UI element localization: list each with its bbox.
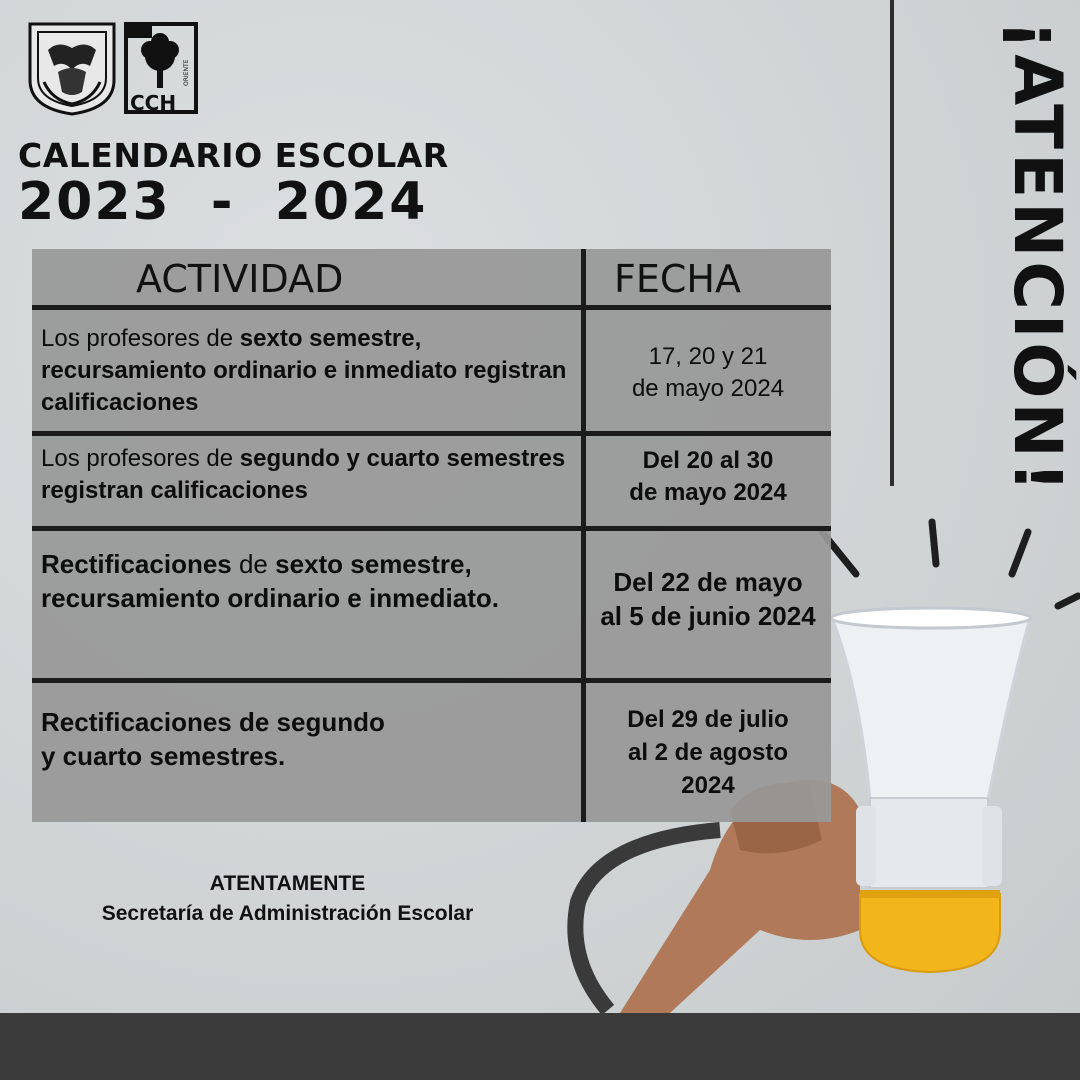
table-row-4-date: Del 29 de julio al 2 de agosto 2024 <box>627 706 789 799</box>
table-row-3-date: Del 22 de mayo al 5 de junio 2024 <box>600 567 816 631</box>
title-line2: 2023 - 2024 <box>18 172 428 232</box>
unam-shield-logo <box>30 24 114 114</box>
row-rule <box>32 678 831 683</box>
table-row-3-activity: Rectificaciones de sexto semestre, recursamiento ordinario e inmediato. <box>41 549 499 613</box>
table-row-2-date: Del 20 al 30 de mayo 2024 <box>629 447 787 506</box>
table-row-4-activity: Rectificaciones de segundo y cuarto semestres. <box>41 707 385 771</box>
calendar-table <box>32 249 831 822</box>
sound-lines-icon <box>822 522 1078 606</box>
megaphone-cone <box>832 612 1030 800</box>
header-rule <box>32 305 831 310</box>
table-row-2-activity: Los profesores de segundo y cuarto semestres registran calificaciones <box>41 445 566 504</box>
megaphone-base <box>860 894 1000 972</box>
column-header-activity: ACTIVIDAD <box>136 257 344 301</box>
vertical-divider <box>890 0 894 486</box>
cch-oriente-logo <box>126 24 196 115</box>
column-rule <box>581 249 586 822</box>
row-rule <box>32 431 831 436</box>
row-rule <box>32 526 831 531</box>
closing-text: ATENTAMENTE <box>209 872 366 895</box>
table-row-1-activity: Los profesores de sexto semestre, recursamiento ordinario e inmediato registran calificaciones <box>41 325 567 416</box>
department-text: Secretaría de Administración Escolar <box>101 902 474 925</box>
atencion-banner: ¡ATENCIÓN! <box>999 20 1076 496</box>
svg-text:ORIENTE: ORIENTE <box>183 59 190 86</box>
logos <box>28 20 208 116</box>
title-line1: CALENDARIO ESCOLAR <box>18 136 449 175</box>
svg-text:CCH: CCH <box>130 91 177 115</box>
table-row-1-date: 17, 20 y 21 de mayo 2024 <box>631 343 785 402</box>
column-header-date: FECHA <box>614 257 741 301</box>
footer-bar <box>0 1013 1080 1080</box>
